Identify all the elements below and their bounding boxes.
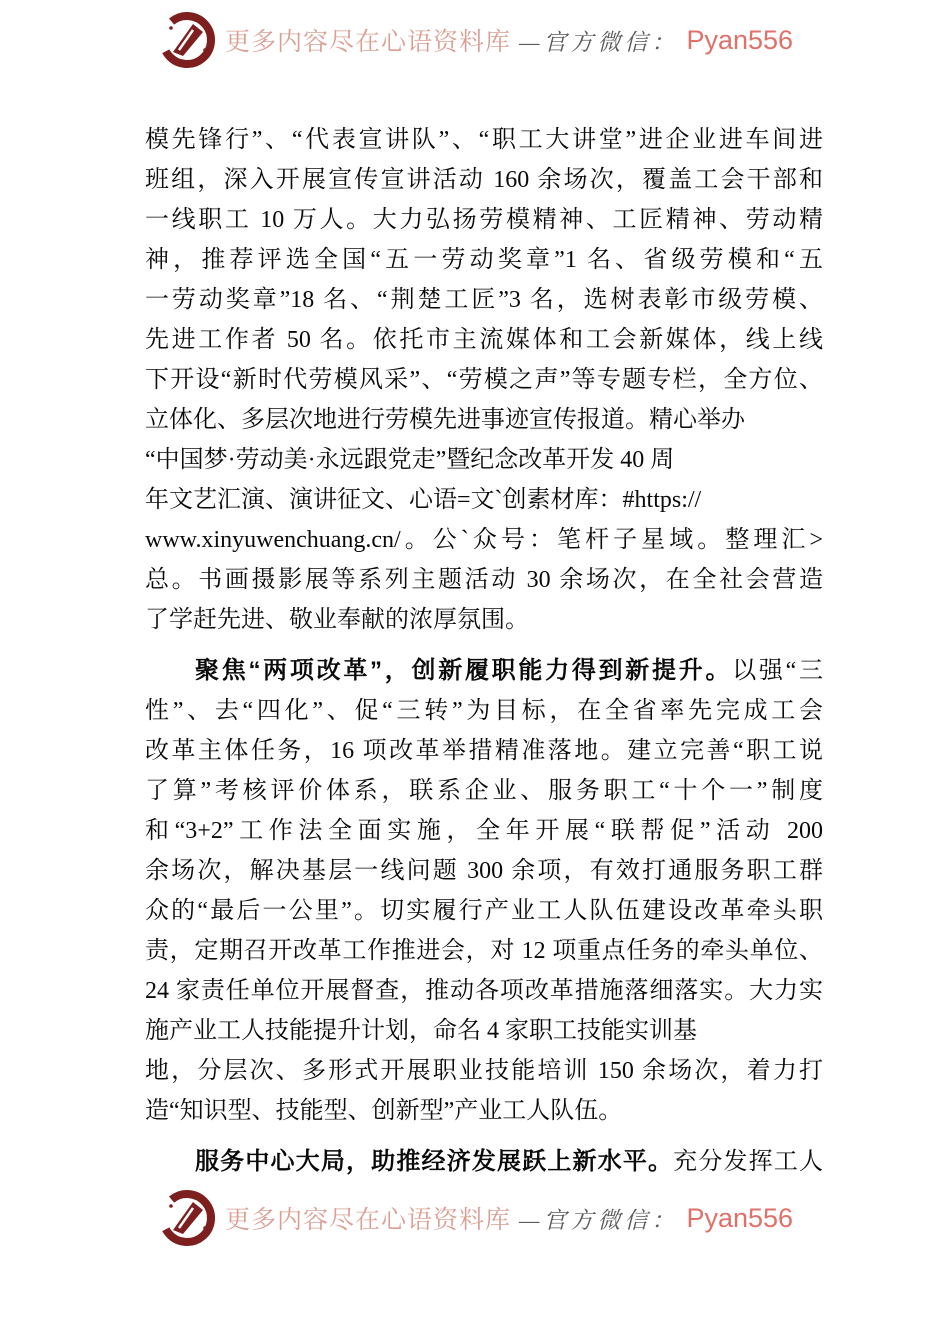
watermark-brand-text: 更多内容尽在心语资料库	[224, 1207, 511, 1234]
text-line: www.xinyuwenchuang.cn/。公`众号：笔杆子星域。整理汇>	[145, 527, 823, 553]
text-line: 班组，深入开展宣传宣讲活动 160 余场次，覆盖工会干部和	[145, 167, 823, 193]
text-line: 下开设“新时代劳模风采”、“劳模之声”等专题专栏，全方位、	[145, 367, 823, 393]
text-line: 了学赶先进、敬业奉献的浓厚氛围。	[145, 607, 529, 633]
header-watermark	[0, 10, 950, 70]
pen-logo-icon	[157, 10, 217, 70]
text-line: 众的“最后一公里”。切实履行产业工人队伍建设改革牵头职	[145, 898, 823, 924]
document-body	[145, 120, 823, 1193]
text-line: “中国梦·劳动美·永远跟党走”暨纪念改革开发 40 周	[145, 447, 675, 473]
paragraph-lead-bold: 服务中心大局，助推经济发展跃上新水平。	[195, 1148, 674, 1175]
paragraph-3	[145, 1142, 823, 1182]
text-line: 改革主体任务，16 项改革举措精准落地。建立完善“职工说	[145, 738, 823, 764]
text-run: 以强“三	[732, 658, 823, 684]
watermark-brand-text: 更多内容尽在心语资料库	[224, 29, 511, 56]
text-line: 24 家责任单位开展督查，推动各项改革措施落细落实。大力实	[145, 978, 823, 1004]
text-line: 一线职工 10 万人。大力弘扬劳模精神、工匠精神、劳动精	[145, 207, 823, 233]
text-line	[145, 1142, 823, 1182]
text-line: 立体化、多层次地进行劳模先进事迹宣传报道。精心举办	[145, 407, 745, 433]
text-line: 余场次，解决基层一线问题 300 余项，有效打通服务职工群	[145, 858, 823, 884]
text-line: 年文艺汇演、演讲征文、心语=文`创素材库：#https://	[145, 487, 702, 513]
text-line: 施产业工人技能提升计划，命名 4 家职工技能实训基	[145, 1018, 697, 1044]
text-line: 总。书画摄影展等系列主题活动 30 余场次，在全社会营造	[145, 567, 823, 593]
text-line: 一劳动奖章”18 名、“荆楚工匠”3 名，选树表彰市级劳模、	[145, 287, 823, 313]
text-line: 了算”考核评价体系，联系企业、服务职工“十个一”制度	[145, 778, 823, 804]
watermark-wechat-account: Pyan556	[686, 24, 794, 55]
footer-watermark	[0, 1188, 950, 1248]
paragraph-lead-bold: 聚焦“两项改革”，创新履职能力得到新提升。	[195, 657, 733, 684]
text-line: 先进工作者 50 名。依托市主流媒体和工会新媒体，线上线	[145, 327, 823, 353]
text-line: 责，定期召开改革工作推进会，对 12 项重点任务的牵头单位、	[145, 938, 823, 964]
text-line: 模先锋行”、“代表宣讲队”、“职工大讲堂”进企业进车间进	[145, 127, 823, 153]
text-line: 地，分层次、多形式开展职业技能培训 150 余场次，着力打	[145, 1058, 823, 1084]
watermark-wechat-label: —官方微信：	[518, 1207, 679, 1233]
watermark-wechat-label: —官方微信：	[518, 29, 679, 55]
text-line	[145, 651, 823, 691]
text-line: 造“知识型、技能型、创新型”产业工人队伍。	[145, 1098, 623, 1124]
text-line: 性”、去“四化”、促“三转”为目标，在全省率先完成工会	[145, 698, 823, 724]
text-line: 和“3+2”工作法全面实施，全年开展“联帮促”活动 200	[145, 818, 823, 844]
paragraph-1	[145, 120, 823, 640]
paragraph-2	[145, 651, 823, 1131]
pen-logo-icon	[157, 1188, 217, 1248]
watermark-wechat-account: Pyan556	[686, 1202, 794, 1233]
text-line: 神，推荐评选全国“五一劳动奖章”1 名、省级劳模和“五	[145, 247, 823, 273]
text-run: 充分发挥工人	[673, 1149, 823, 1175]
